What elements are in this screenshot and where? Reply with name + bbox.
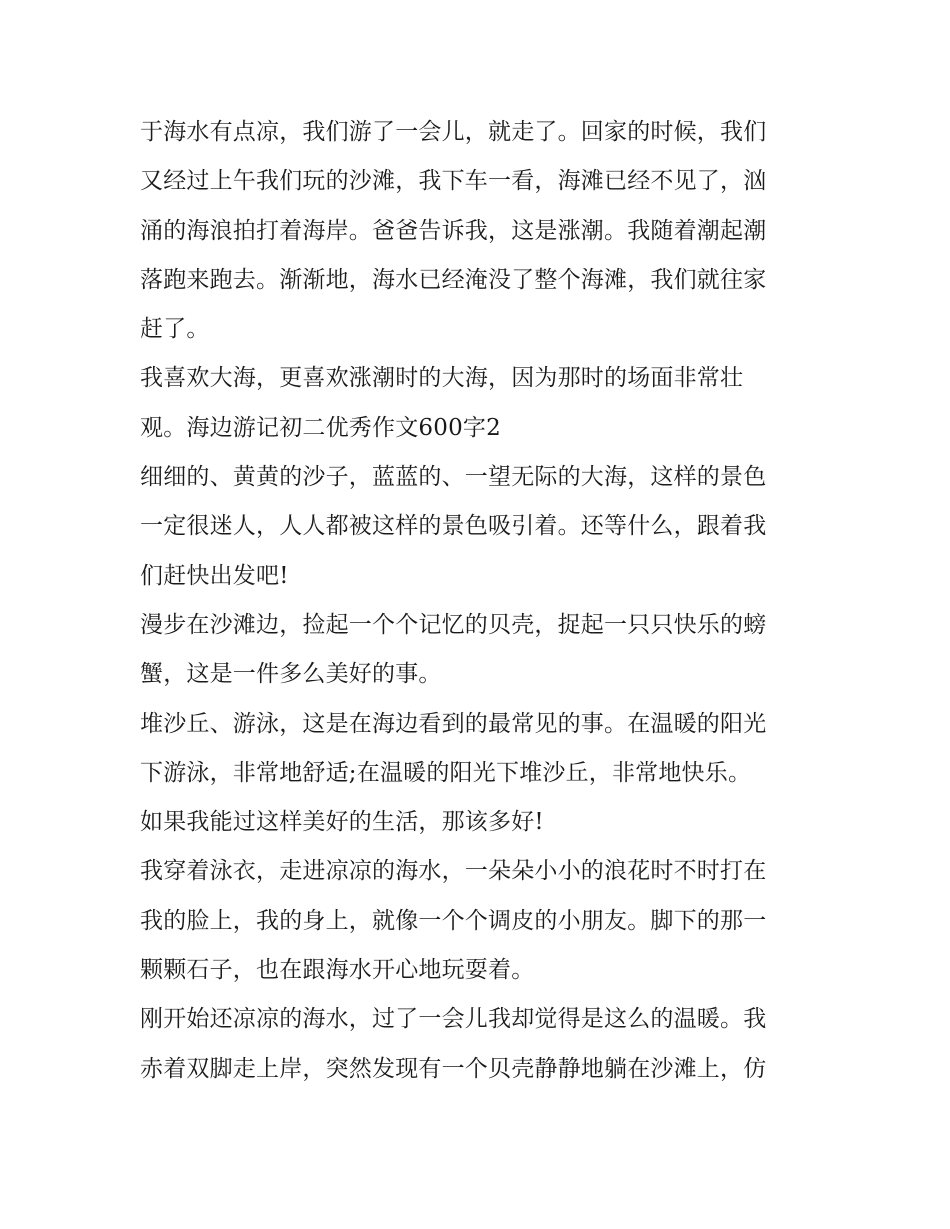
text-line: 落跑来跑去。渐渐地，海水已经淹没了整个海滩，我们就往家 <box>140 266 767 293</box>
text-line: 一定很迷人，人人都被这样的景色吸引着。还等什么，跟着我 <box>140 513 767 540</box>
text-line: 们赶快出发吧! <box>140 562 289 589</box>
paragraph <box>140 995 820 1094</box>
text-line: 赶了。 <box>140 316 210 343</box>
text-line: 堆沙丘、游泳，这是在海边看到的最常见的事。在温暖的阳光 <box>140 710 767 737</box>
paragraph <box>140 354 820 453</box>
text-line: 观。海边游记初二优秀作文600字2 <box>140 414 501 441</box>
text-line: 我穿着泳衣，走进凉凉的海水，一朵朵小小的浪花时不时打在 <box>140 858 767 885</box>
text-line: 如果我能过这样美好的生活，那该多好! <box>140 809 544 836</box>
text-line: 下游泳，非常地舒适;在温暖的阳光下堆沙丘，非常地快乐。 <box>140 759 752 786</box>
paragraph <box>140 798 820 847</box>
paragraph <box>140 108 820 354</box>
paragraph <box>140 847 820 995</box>
text-line: 又经过上午我们玩的沙滩，我下车一看，海滩已经不见了，汹 <box>140 168 767 195</box>
text-line: 漫步在沙滩边，捡起一个个记忆的贝壳，捉起一只只快乐的螃 <box>140 611 767 638</box>
paragraph <box>140 601 820 700</box>
text-line: 蟹，这是一件多么美好的事。 <box>140 661 442 688</box>
paragraph <box>140 700 820 799</box>
text-line: 涌的海浪拍打着海岸。爸爸告诉我，这是涨潮。我随着潮起潮 <box>140 217 767 244</box>
text-line: 赤着双脚走上岸，突然发现有一个贝壳静静地躺在沙滩上，仿 <box>140 1055 767 1082</box>
paragraph <box>140 453 820 601</box>
text-line: 颗颗石子，也在跟海水开心地玩耍着。 <box>140 957 535 984</box>
text-line: 我喜欢大海，更喜欢涨潮时的大海，因为那时的场面非常壮 <box>140 365 744 392</box>
text-line: 于海水有点凉，我们游了一会儿，就走了。回家的时候，我们 <box>140 119 767 145</box>
text-line: 刚开始还凉凉的海水，过了一会儿我却觉得是这么的温暖。我 <box>140 1006 767 1033</box>
text-line: 我的脸上，我的身上，就像一个个调皮的小朋友。脚下的那一 <box>140 907 767 934</box>
text-line: 细细的、黄黄的沙子，蓝蓝的、一望无际的大海，这样的景色 <box>140 464 767 491</box>
essay-body <box>140 108 820 1094</box>
